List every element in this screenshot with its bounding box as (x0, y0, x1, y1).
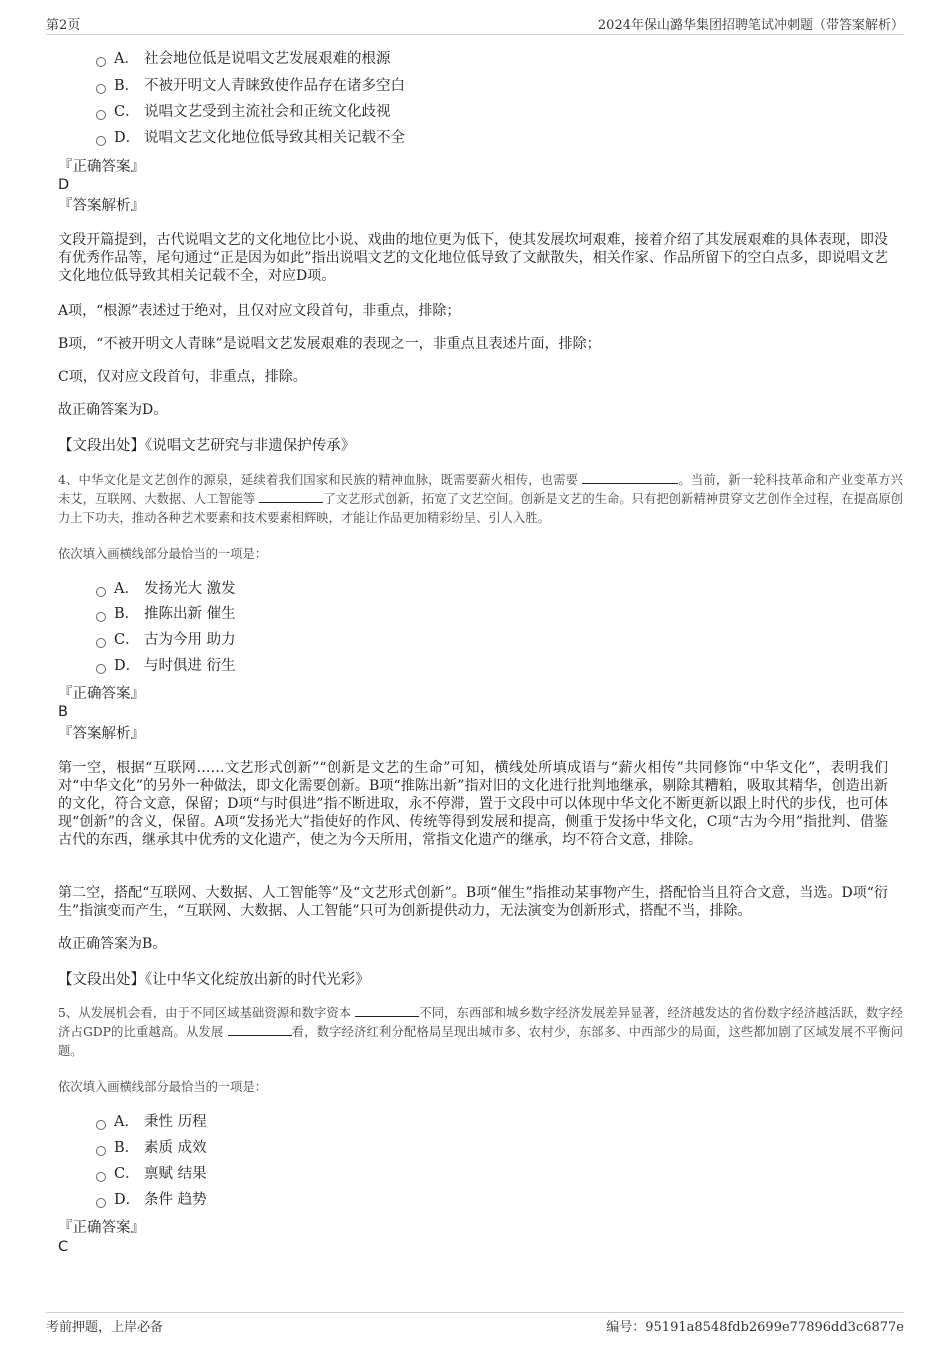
q3-analysis-option-a: A项，“根源”表述过于绝对，且仅对应文段首句，非重点，排除； (58, 303, 461, 319)
document-title: 2024年保山潞华集团招聘笔试冲刺题（带答案解析） (597, 18, 904, 33)
q3-option-b[interactable]: B． 不被开明文人青睐致使作品存在诸多空白 (96, 75, 405, 97)
q4-answer: B (58, 704, 68, 720)
q5-stem: 5、从发展机会看，由于不同区域基础资源和数字资本 不同，东西部和城乡数字经济发展差异显著，经济越发达的省份数字经济越活跃，数字经济占GDP的比重越高。从发展 看，数字经济红利分配格局呈现出城市多、农村少，东部多、中西部少的局面，这些都加剧了区域发展不平衡问题。 (58, 1006, 903, 1058)
q3-analysis-option-c: C项，仅对应文段首句，非重点，排除。 (58, 369, 307, 385)
page-header (46, 14, 904, 35)
radio-icon[interactable] (96, 136, 106, 146)
q5-answer: C (58, 1239, 69, 1255)
document-id: 编号：95191a8548fdb2699e77896dd3c6877e (606, 1320, 904, 1335)
radio-icon[interactable] (96, 1198, 106, 1208)
q3-analysis-option-b: B项，“不被开明文人青睐”是说唱文艺发展艰难的表现之一，非重点且表述片面，排除； (58, 336, 601, 352)
radio-icon[interactable] (96, 1146, 106, 1156)
radio-icon[interactable] (96, 1172, 106, 1182)
q3-answer-label: 『正确答案』 (58, 159, 145, 175)
radio-icon[interactable] (96, 612, 106, 622)
blank-line (355, 1004, 419, 1017)
q5-prompt: 依次填入画横线部分最恰当的一项是： (58, 1080, 268, 1094)
radio-icon[interactable] (96, 638, 106, 648)
q5-answer-label: 『正确答案』 (58, 1220, 145, 1236)
q4-option-c[interactable]: C． 古为今用 助力 (96, 629, 236, 651)
q3-answer: D (58, 177, 70, 193)
q4-answer-label: 『正确答案』 (58, 686, 145, 702)
q4-stem: 4、中华文化是文艺创作的源泉，延续着我们国家和民族的精神血脉，既需要薪火相传，也需要 。当前，新一轮科技革命和产业变革方兴未艾，互联网、大数据、人工智能等 了文艺形式创新，拓宽了文艺空间。创新是文艺的生命。只有把创新精神贯穿文艺创作全过程，在提高原创力上下功夫，推动各种艺术要素和技术要素相辉映，才能让作品更加精彩纷呈、引人入胜。 (58, 473, 903, 525)
radio-icon[interactable] (96, 664, 106, 674)
q5-option-d[interactable]: D． 条件 趋势 (96, 1189, 207, 1211)
radio-icon[interactable] (96, 587, 106, 597)
blank-line (228, 1023, 292, 1036)
q4-option-d[interactable]: D． 与时俱进 衍生 (96, 655, 236, 677)
q5-option-b[interactable]: B． 素质 成效 (96, 1137, 207, 1159)
blank-line (582, 471, 678, 484)
q5-option-c[interactable]: C． 禀赋 结果 (96, 1163, 207, 1185)
q3-conclusion: 故正确答案为D。 (58, 402, 168, 418)
q4-option-b[interactable]: B． 推陈出新 催生 (96, 603, 236, 625)
q4-conclusion: 故正确答案为B。 (58, 936, 167, 952)
q5-option-a[interactable]: A． 秉性 历程 (96, 1111, 207, 1133)
radio-icon[interactable] (96, 84, 106, 94)
radio-icon[interactable] (96, 110, 106, 120)
q3-analysis-label: 『答案解析』 (58, 198, 145, 214)
q3-option-c[interactable]: C． 说唱文艺受到主流社会和正统文化歧视 (96, 101, 391, 123)
q3-option-d[interactable]: D． 说唱文艺文化地位低导致其相关记载不全 (96, 127, 405, 149)
q4-source: 【文段出处】《让中华文化绽放出新的时代光彩》 (58, 972, 370, 988)
q4-analysis-label: 『答案解析』 (58, 726, 145, 742)
q3-option-a[interactable]: A． 社会地位低是说唱文艺发展艰难的根源 (96, 48, 391, 70)
q4-prompt: 依次填入画横线部分最恰当的一项是： (58, 547, 268, 561)
q3-analysis-paragraph: 文段开篇提到，古代说唱文艺的文化地位比小说、戏曲的地位更为低下，使其发展坎坷艰难，接着介绍了其发展艰难的具体表现，即没有优秀作品等，尾句通过“正是因为如此”指出说唱文艺的文化地位低导致了文献散失，相关作家、作品所留下的空白点多，即说唱文艺文化地位低导致其相关记载不全，对应D项。 (58, 232, 888, 284)
footer-slogan: 考前押题，上岸必备 (46, 1320, 164, 1335)
radio-icon[interactable] (96, 57, 106, 67)
page-number: 第2页 (46, 18, 81, 33)
q4-analysis-first-blank: 第一空，根据“互联网……文艺形式创新”“创新是文艺的生命”可知，横线处所填成语与“薪火相传”共同修饰“中华文化”，表明我们对“中华文化”的另外一种做法，即文化需要创新。B项“推陈出新”指对旧的文化进行批判地继承，剔除其糟粕，吸取其精华，创造出新的文化，符合文意，保留；D项“与时俱进”指不断进取，永不停滞，置于文段中可以体现中华文化不断更新以跟上时代的步伐，也可体现“创新”的含义，保留。A项“发扬光大”指使好的作风、传统等得到发展和提高，侧重于发扬中华文化，C项“古为今用”指批判、借鉴古代的东西，继承其中优秀的文化遗产，使之为今天所用，常指文化遗产的继承，均不符合文意，排除。 (58, 760, 888, 848)
page-footer (46, 1312, 904, 1335)
q4-option-a[interactable]: A． 发扬光大 激发 (96, 578, 236, 600)
radio-icon[interactable] (96, 1120, 106, 1130)
q4-analysis-second-blank: 第二空，搭配“互联网、大数据、人工智能等”及“文艺形式创新”。B项“催生”指推动某事物产生，搭配恰当且符合文意，当选。D项“衍生”指演变而产生，“互联网、大数据、人工智能”只可为创新提供动力，无法演变为创新形式，搭配不当，排除。 (58, 885, 888, 919)
q3-source: 【文段出处】《说唱文艺研究与非遗保护传承》 (58, 438, 356, 454)
blank-line (259, 490, 323, 503)
